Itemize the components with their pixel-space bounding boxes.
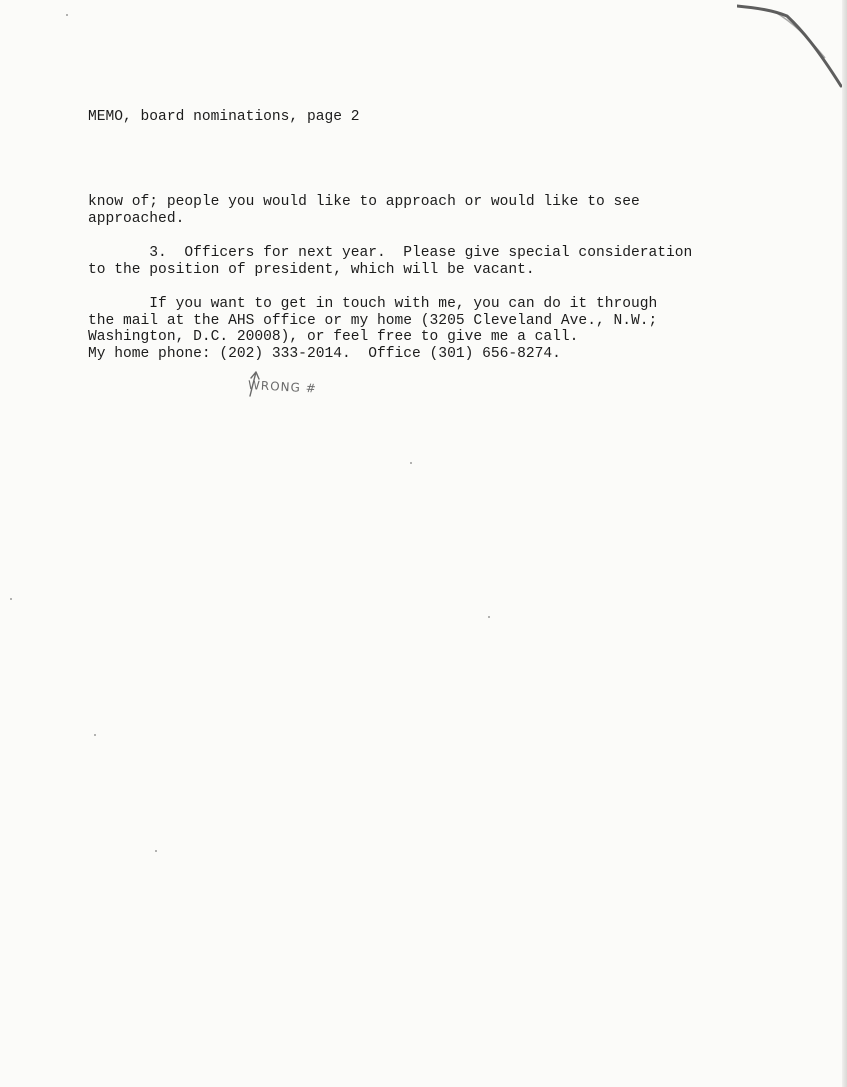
scan-speck xyxy=(488,616,490,618)
memo-header: MEMO, board nominations, page 2 xyxy=(88,109,360,125)
scan-edge xyxy=(842,0,847,1087)
scan-speck xyxy=(155,850,157,852)
scan-corner-mark-icon xyxy=(737,0,847,100)
scan-speck xyxy=(410,462,412,464)
paragraph-approach: know of; people you would like to approach or would like to see approached. xyxy=(88,194,640,227)
handwritten-annotation: WRONG # xyxy=(247,378,318,396)
scan-speck xyxy=(66,14,68,16)
paragraph-officers: 3. Officers for next year. Please give special consideration to the position of president, which will be vacant. xyxy=(88,245,693,278)
paragraph-contact: If you want to get in touch with me, you can do it through the mail at the AHS office or my home (3205 Cleveland Ave., N.W.; Washington, D.C. 20008), or feel free to give me a call. My home phone: (202) 333-2014. Office (301) 656-8274. xyxy=(88,296,658,362)
scan-speck xyxy=(10,598,12,600)
scan-speck xyxy=(94,734,96,736)
